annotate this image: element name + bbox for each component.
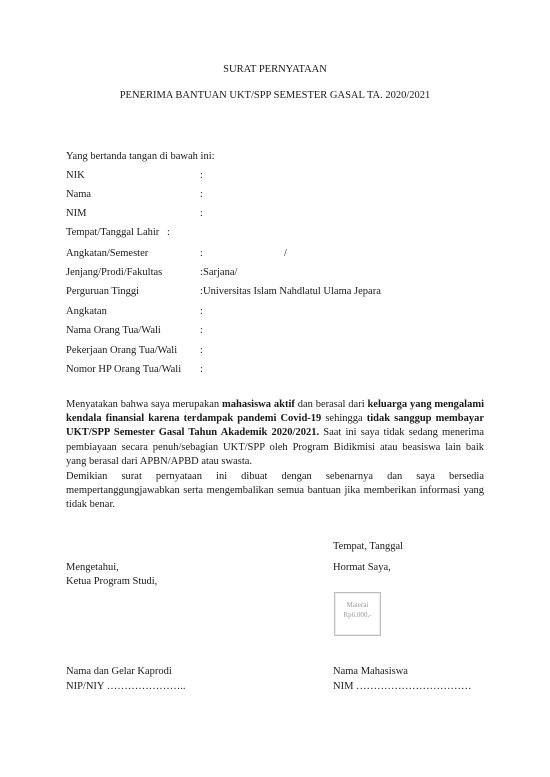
- statement-emphasis: mahasiswa aktif: [222, 399, 295, 410]
- field-separator: :: [167, 227, 170, 238]
- statement-emphasis: tidak sanggup membayar UKT/SPP Semester Gasal Tahun Akademik 2020/2021.: [66, 413, 484, 439]
- field-label: Pekerjaan Orang Tua/Wali: [66, 345, 178, 356]
- field-label: Angkatan/Semester: [66, 248, 149, 259]
- field-label: Angkatan: [66, 306, 107, 317]
- kaprodi-nip: NIP/NIY …………………..: [66, 681, 186, 692]
- field-label: Perguruan Tinggi: [66, 286, 140, 297]
- statement-text: Menyatakan bahwa saya merupakan: [66, 399, 222, 410]
- field-separator: :: [200, 345, 203, 356]
- student-name: Nama Mahasiswa: [333, 666, 408, 677]
- letter-title: SURAT PERNYATAAN: [223, 64, 327, 75]
- field-separator: :: [200, 286, 203, 297]
- field-label: Tempat/Tanggal Lahir: [66, 227, 160, 238]
- statement-text: sehingga: [321, 413, 367, 425]
- kaprodi-name: Nama dan Gelar Kaprodi: [66, 666, 172, 677]
- field-separator: :: [200, 208, 203, 219]
- stamp-duty-placeholder: [334, 592, 381, 636]
- student-nim: NIM ……………………………: [333, 681, 472, 692]
- statement-paragraph: [66, 398, 484, 469]
- closing-paragraph: Demikian surat pernyataan ini dibuat dengan sebenarnya dan saya bersedia mempertanggungjawabkan serta mengembalikan semua bantuan jika memberikan informasi yang tidak benar.: [66, 471, 484, 511]
- respect-label: Hormat Saya,: [333, 562, 391, 573]
- field-label: NIM: [66, 208, 87, 219]
- field-separator: :: [200, 325, 203, 336]
- field-label: Nomor HP Orang Tua/Wali: [66, 364, 182, 375]
- statement-text: Saat ini saya tidak sedang menerima pembiayaan secara penuh/sebagian UKT/SPP oleh Program Bidikmisi atau beasiswa lain baik yang berasal dari APBN/APBD atau swasta.: [66, 427, 485, 467]
- field-value: Sarjana/: [203, 267, 238, 278]
- field-label: Jenjang/Prodi/Fakultas: [66, 267, 163, 278]
- acknowledged-label: Mengetahui,: [66, 562, 119, 573]
- field-label: Nama Orang Tua/Wali: [66, 325, 161, 336]
- intro-text: Yang bertanda tangan di bawah ini:: [66, 151, 215, 162]
- field-separator: :: [200, 267, 203, 278]
- field-value: Universitas Islam Nahdlatul Ulama Jepara: [203, 286, 381, 297]
- stamp-amount: Rp6.000,-: [343, 611, 372, 619]
- statement-emphasis: keluarga yang mengalami kendala finansial karena terdampak pandemi Covid-19: [66, 399, 484, 425]
- kaprodi-title: Ketua Program Studi,: [66, 576, 158, 587]
- field-separator: :: [200, 189, 203, 200]
- field-separator: :: [200, 248, 203, 259]
- field-label: Nama: [66, 189, 92, 200]
- stamp-label: Materai: [346, 601, 369, 609]
- field-label: NIK: [66, 170, 85, 181]
- field-separator: :: [200, 364, 203, 375]
- field-slash: /: [284, 248, 287, 259]
- statement-text: dan berasal dari: [294, 399, 368, 410]
- field-separator: :: [200, 306, 203, 317]
- field-separator: :: [200, 170, 203, 181]
- letter-subtitle: PENERIMA BANTUAN UKT/SPP SEMESTER GASAL TA. 2020/2021: [119, 90, 431, 101]
- place-date: Tempat, Tanggal: [333, 541, 404, 552]
